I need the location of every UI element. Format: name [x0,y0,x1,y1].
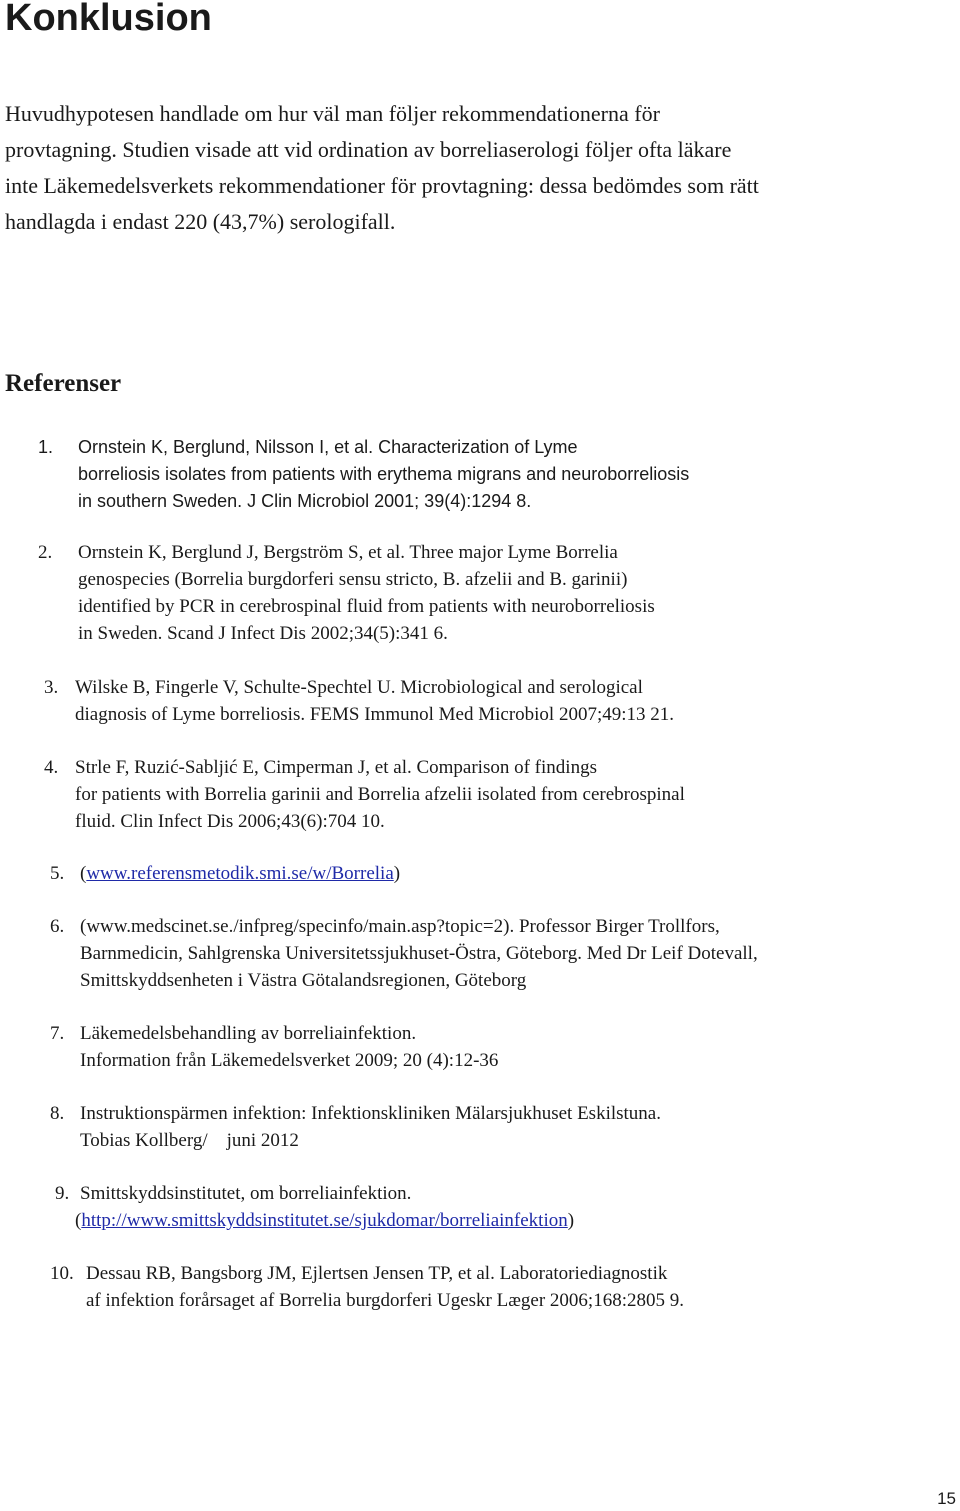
reference-line: identified by PCR in cerebrospinal fluid from patients with neuroborreliosis [78,596,655,617]
reference-line: Smittskyddsenheten i Västra Götalandsregionen, Göteborg [80,970,527,991]
conclusion-line: handlagda i endast 220 (43,7%) serologifall. [5,209,396,234]
reference-number: 8. [50,1103,65,1124]
reference-item [44,754,685,835]
reference-text: Instruktionspärmen infektion: Infektionskliniken Mälarsjukhuset Eskilstuna. [80,1103,661,1124]
reference-line [38,539,655,566]
reference-link[interactable]: www.referensmetodik.smi.se/w/Borrelia [86,863,394,884]
reference-number: 10. [50,1263,74,1284]
reference-line [38,434,689,461]
reference-item [50,860,400,887]
conclusion-line: provtagning. Studien visade att vid ordination av borreliaserologi följer ofta läkare [5,137,732,162]
reference-number: 1. [38,437,54,457]
reference-line: in southern Sweden. J Clin Microbiol 2001; 39(4):1294 8. [78,491,532,511]
reference-text: Dessau RB, Bangsborg JM, Ejlertsen Jensen TP, et al. Laboratoriediagnostik [86,1263,668,1284]
reference-text: Wilske B, Fingerle V, Schulte-Spechtel U. Microbiological and serological [75,677,643,698]
reference-number: 4. [44,757,59,778]
reference-paren-open: ( [75,1210,82,1231]
reference-line: genospecies (Borrelia burgdorferi sensu stricto, B. afzelii and B. garinii) [78,569,628,590]
reference-line: Information från Läkemedelsverket 2009; 20 (4):12-36 [80,1050,499,1071]
reference-item [50,1260,684,1314]
reference-item [44,674,674,728]
reference-paren-close: ) [393,863,401,884]
reference-line: for patients with Borrelia garinii and Borrelia afzelii isolated from cerebrospinal [75,784,685,805]
page-heading: Konklusion [5,0,212,39]
reference-line: diagnosis of Lyme borreliosis. FEMS Immunol Med Microbiol 2007;49:13 21. [75,704,675,725]
conclusion-line: Huvudhypotesen handlade om hur väl man följer rekommendationerna för [5,101,660,126]
reference-line [50,1020,498,1047]
reference-line: borreliosis isolates from patients with erythema migrans and neuroborreliosis [78,464,690,484]
reference-line [50,1260,684,1287]
reference-line [44,754,685,781]
reference-paren-open: ( [80,863,87,884]
reference-item [50,913,758,994]
reference-text: Ornstein K, Berglund, Nilsson I, et al. Characterization of Lyme [78,437,578,457]
reference-number: 5. [50,863,65,884]
reference-link[interactable]: http://www.smittskyddsinstitutet.se/sjukdomar/borreliainfektion [81,1210,568,1231]
reference-line: in Sweden. Scand J Infect Dis 2002;34(5):341 6. [78,623,448,644]
reference-number: 7. [50,1023,65,1044]
reference-text: Läkemedelsbehandling av borreliainfektion. [80,1023,417,1044]
reference-item [50,1020,498,1074]
reference-number: 3. [44,677,59,698]
reference-line [50,1100,661,1127]
reference-text: Smittskyddsinstitutet, om borreliainfektion. [80,1183,412,1204]
conclusion-paragraph [5,96,955,240]
conclusion-line: inte Läkemedelsverkets rekommendationer för provtagning: dessa bedömdes som rätt [5,173,759,198]
reference-line: af infektion forårsaget af Borrelia burgdorferi Ugeskr Læger 2006;168:2805 9. [86,1290,684,1311]
reference-text: (www.medscinet.se./infpreg/specinfo/main.asp?topic=2). Professor Birger Trollfors, [80,916,720,937]
reference-line: fluid. Clin Infect Dis 2006;43(6):704 10. [75,811,385,832]
reference-paren-close: ) [567,1210,575,1231]
reference-number: 9. [55,1183,70,1204]
references-heading: Referenser [5,370,122,397]
reference-number: 6. [50,916,65,937]
reference-line [55,1180,574,1207]
reference-number: 2. [38,542,53,563]
reference-line [50,860,400,887]
reference-text: Strle F, Ruzić-Sabljić E, Cimperman J, et al. Comparison of findings [75,757,597,778]
reference-item [38,434,689,515]
reference-text: Ornstein K, Berglund J, Bergström S, et al. Three major Lyme Borrelia [78,542,618,563]
reference-item [55,1180,574,1234]
reference-item [38,539,655,647]
reference-line: Tobias Kollberg/ juni 2012 [80,1130,299,1151]
reference-line: Barnmedicin, Sahlgrenska Universitetssjukhuset-Östra, Göteborg. Med Dr Leif Dotevall, [80,943,758,964]
reference-item [50,1100,661,1154]
reference-line [55,1207,574,1234]
reference-line [50,913,758,940]
page-number: 15 [937,1489,956,1508]
reference-line [44,674,674,701]
